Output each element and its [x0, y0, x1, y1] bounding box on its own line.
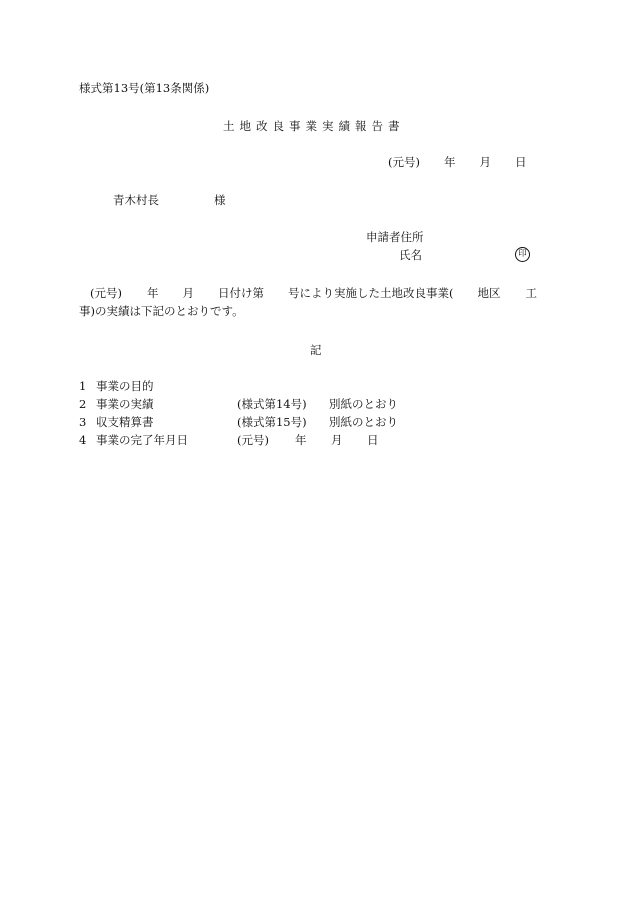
report-date: [388, 157, 526, 169]
addressee-honorific: 様: [214, 193, 226, 207]
item-label: 事業の実績: [96, 397, 154, 411]
date-month: 月: [479, 155, 491, 169]
addressee-name: 青木村長: [113, 193, 159, 207]
form-number: 様式第13号(第13条関係): [79, 81, 210, 95]
completion-month: 月: [331, 433, 343, 447]
date-era: (元号): [388, 155, 420, 169]
body-year: 年: [146, 286, 159, 300]
item-label: 事業の目的: [96, 379, 154, 393]
item-number: 1: [79, 379, 87, 393]
document-title: 土地改良事業実績報告書: [223, 119, 405, 133]
item-number: 4: [79, 433, 87, 447]
body-era: (元号): [90, 286, 122, 300]
completion-day: 日: [367, 433, 379, 447]
body-work: 工: [525, 286, 537, 300]
completion-era: (元号): [237, 433, 269, 447]
addressee: [113, 195, 226, 207]
body-text-line-2: 事)の実績は下記のとおりです。: [79, 304, 244, 318]
item-note: 別紙のとおり: [329, 397, 398, 411]
body-issue: 号により実施した土地改良事業(: [287, 286, 454, 300]
completion-year: 年: [295, 433, 307, 447]
date-year: 年: [443, 155, 456, 169]
seal-mark: 印: [515, 247, 530, 262]
item-number: 3: [79, 415, 87, 429]
body-district: 地区: [477, 286, 501, 300]
item-number: 2: [79, 397, 87, 411]
item-form-ref: (様式第15号): [237, 415, 307, 429]
item-form-ref: (様式第14号): [237, 397, 307, 411]
ki-heading: 記: [310, 343, 322, 357]
body-text-line-1: [79, 288, 537, 300]
body-month: 月: [182, 286, 194, 300]
body-dated: 日付け第: [217, 286, 264, 300]
applicant-name-label: 氏名: [399, 248, 422, 262]
item-label: 収支精算書: [96, 415, 154, 429]
date-day: 日: [514, 155, 527, 169]
item-label: 事業の完了年月日: [96, 433, 188, 447]
applicant-address-label: 申請者住所: [366, 230, 424, 244]
item-note: 別紙のとおり: [329, 415, 398, 429]
